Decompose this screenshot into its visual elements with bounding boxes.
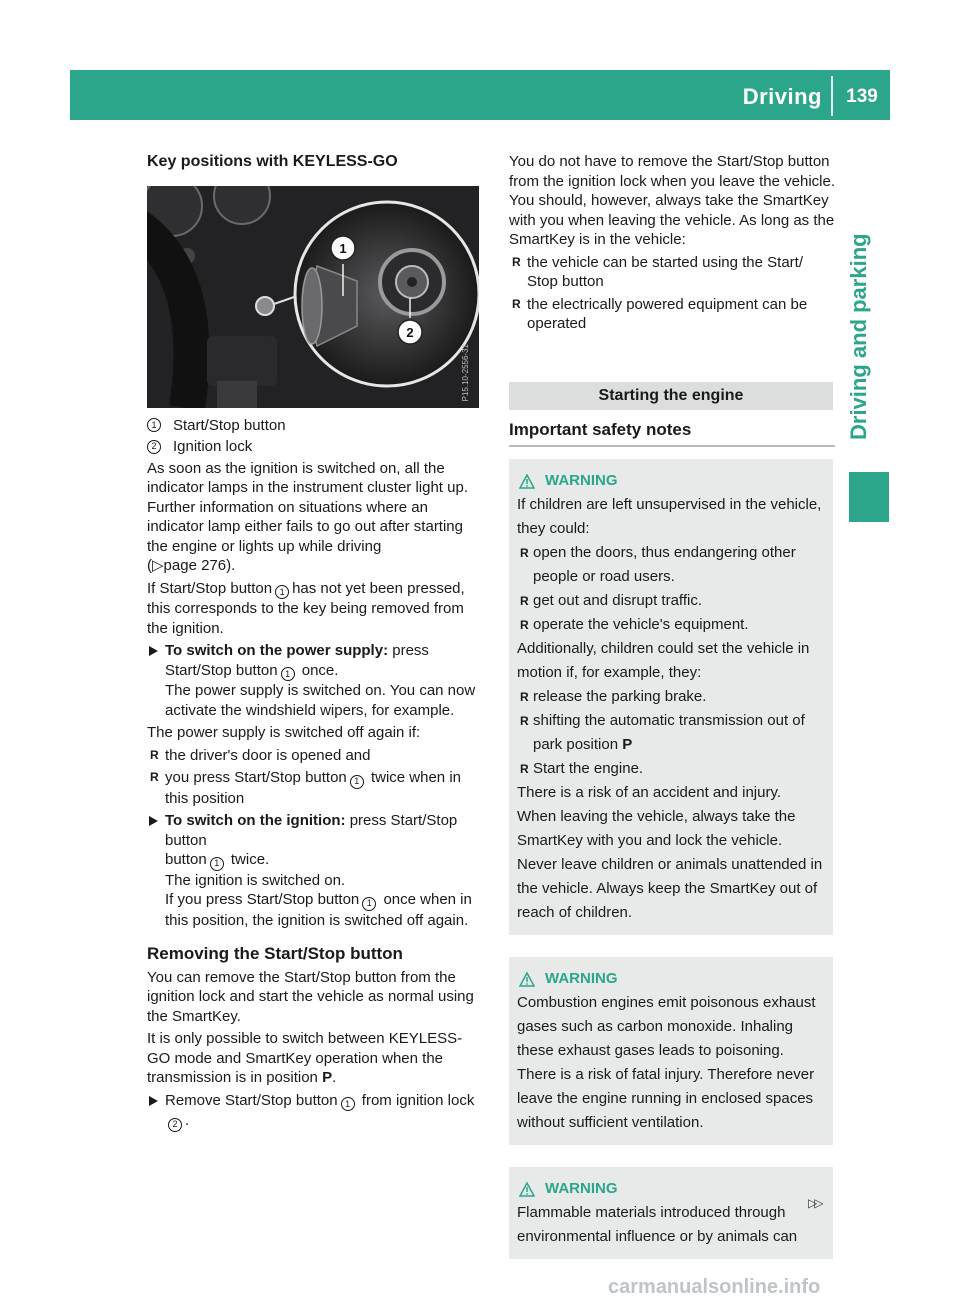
callout-number-1: 1 (147, 418, 161, 432)
figure-code: P15.10-2556-31 (460, 344, 470, 402)
warning-header: WARNING (517, 1177, 825, 1201)
page-number: 139 (846, 86, 878, 107)
figure-start-stop-button (147, 186, 479, 408)
warning-box-children: WARNING If children are left unsupervised in the vehicle, they could: R open the doors, thus endangering other people or road users. R get out and disrupt traffic. R operate the vehicle's equipment. Additionally, children could set the vehicle in motion if, for example, they: R release the parking brake. R shifting the automatic transmission out of park position P R Start the engine. There is a risk of an accident and injury. When leaving the vehicle, always take the SmartKey with you and lock the vehicle. Never leave children or animals unattended in the vehicle. Always keep the SmartKey out of reach of children. (509, 459, 833, 935)
section-title-removing: Removing the Start/Stop button (147, 944, 403, 963)
warning-header: WARNING (517, 967, 825, 991)
legend-item-1 (147, 416, 483, 436)
warning-triangle-icon (519, 474, 535, 489)
bullet-vehicle-started: R the vehicle can be started using the Start/ Stop button (509, 253, 835, 292)
header-divider (831, 76, 833, 116)
warning-triangle-icon (519, 1182, 535, 1197)
legend-text-1: Start/Stop button (173, 416, 286, 434)
warning-triangle-icon (519, 972, 535, 987)
step-ignition: To switch on the ignition: press Start/Stop button button 1 twice. The ignition is switched on. If you press Start/Stop button 1 once when in this position, the ignition is switched off again. (147, 811, 483, 930)
side-tab-label: Driving and parking (846, 233, 871, 440)
paragraph-not-pressed: If Start/Stop button 1 has not yet been pressed, this corresponds to the key being removed from the ignition. (147, 579, 465, 637)
arrow-step-icon (149, 1096, 158, 1106)
paragraph-keyless-switch: It is only possible to switch between KEYLESS-GO mode and SmartKey operation when the transmission is in position P. (147, 1030, 463, 1086)
warning-box-flammable: WARNING Flammable materials introduced through environmental influence or by animals can (509, 1167, 833, 1259)
bullet-door-opened: R the driver's door is opened and (147, 746, 483, 766)
paragraph-keep-button: You do not have to remove the Start/Stop button from the ignition lock when you leave the vehicle. You should, however, always take the SmartKey with you when leaving the vehicle. As long as the SmartKey is in the vehicle: (509, 153, 836, 248)
figure-illustration (147, 186, 479, 408)
paragraph-indicator-lamps: As soon as the ignition is switched on, all the indicator lamps in the instrument cluster light up. Further information on situations where an indicator lamp either fails to go out after starting the engine or lights up while driving (▷page 276). (147, 459, 468, 574)
side-tab-marker (849, 472, 889, 522)
step-remove-button: Remove Start/Stop button 1 from ignition lock2 . (147, 1091, 483, 1132)
legend-text-2: Ignition lock (173, 438, 253, 455)
section-banner-starting-engine: Starting the engine (509, 382, 833, 410)
watermark: carmanualsonline.info (608, 1276, 821, 1298)
heading-safety-notes: Important safety notes (509, 410, 835, 448)
page-ref-arrow-icon: ▷ (152, 557, 164, 574)
figure-callout-1: 1 (339, 240, 347, 256)
step-power-supply: To switch on the power supply: press Start/Stop button 1 once. The power supply is switched on. You can now activate the windshield wipers, for example. (147, 641, 483, 720)
section-title-keyless-go: Key positions with KEYLESS-GO (147, 153, 398, 170)
header-section-title: Driving (742, 84, 822, 109)
left-column (147, 152, 483, 1135)
right-column (509, 152, 835, 1281)
figure-callout-2: 2 (406, 324, 414, 340)
bullet-press-twice: R you press Start/Stop button 1 twice when in this position (147, 768, 483, 808)
bullet-equipment-operated: R the electrically powered equipment can be operated (509, 295, 835, 334)
arrow-step-icon (149, 646, 158, 656)
paragraph-switched-off: The power supply is switched off again if: (147, 724, 421, 741)
paragraph-remove-button: You can remove the Start/Stop button from the ignition lock and start the vehicle as normal using the SmartKey. (147, 968, 474, 1025)
warning-box-exhaust: WARNING Combustion engines emit poisonous exhaust gases such as carbon monoxide. Inhaling these exhaust gases leads to poisoning. There is a risk of fatal injury. Therefore never leave the engine running in enclosed spaces without sufficient ventilation. (509, 957, 833, 1145)
warning-header: WARNING (517, 469, 825, 493)
arrow-step-icon (149, 816, 158, 826)
callout-number-2: 2 (147, 440, 161, 454)
legend-item-2 (147, 437, 483, 457)
continue-arrows-icon: ▷▷ (808, 1196, 821, 1210)
